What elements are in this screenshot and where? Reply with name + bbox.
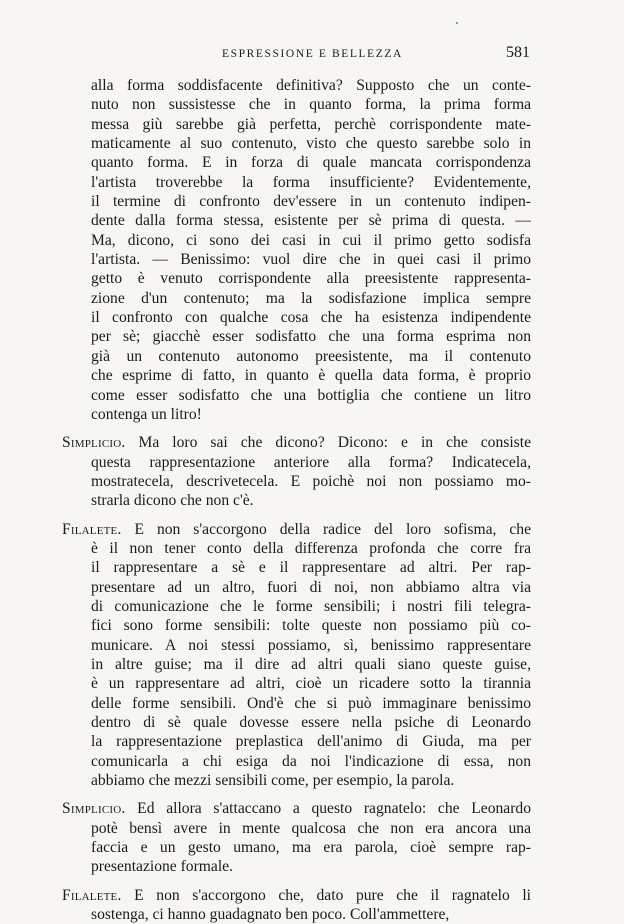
text-line — [62, 520, 531, 539]
text-line: zione d'un contenuto; ma la sodisfazione implica sempre — [91, 289, 531, 307]
running-title: ESPRESSIONE E BELLEZZA — [222, 48, 403, 60]
text-line: per sè; giacchè esser sodisfatto che una forma esprima non — [91, 328, 531, 346]
line-text: E non s'accorgono che, dato pure che il ragnatelo li — [121, 886, 531, 904]
text-line: questa rappresentazione anteriore alla forma? Indicatecela, — [91, 453, 531, 471]
text-line: faccia e un gesto umano, ma era parola, cioè sempre rap- — [91, 839, 531, 857]
text-line: potè bensì avere in mente qualcosa che non era ancora una — [91, 819, 531, 837]
line-text: Ed allora s'attaccano a questo ragnatelo: che Leonardo — [125, 800, 531, 818]
text-line: la rappresentazione preplastica dell'animo di Giuda, ma per — [91, 733, 531, 751]
text-line: comunicarla a chi esiga da noi l'indicazione di essa, non — [91, 752, 531, 770]
text-line: fici sono forme sensibili: tolte queste non possiamo più co- — [91, 617, 531, 635]
text-line: l'artista troverebbe la forma insufficiente? Evidentemente, — [91, 173, 531, 191]
text-line: dente dalla forma stessa, esistente per sè prima di questa. — — [91, 212, 531, 230]
text-line: come esser sodisfatto che una bottiglia che contiene un litro — [91, 386, 531, 404]
text-line: sostenga, ci hanno guadagnato ben poco. Coll'ammettere, — [91, 906, 450, 924]
paragraph — [91, 76, 531, 424]
speaker-name: Filalete. — [62, 886, 122, 904]
speaker-name: Simplicio. — [62, 434, 126, 452]
running-head — [110, 44, 530, 66]
text-line: il termine di confronto dev'essere in un contenuto indipen- — [91, 193, 531, 211]
speaker-name: Simplicio. — [62, 800, 126, 818]
body-text — [62, 76, 531, 924]
paragraph-gap — [91, 877, 531, 886]
text-line: già un contenuto autonomo preesistente, ma il contenuto — [91, 347, 531, 365]
text-line: delle forme sensibili. Ond'è che si può immaginare benissimo — [91, 694, 531, 712]
text-line: strarla dicono che non c'è. — [91, 492, 254, 510]
print-speck — [456, 22, 458, 24]
text-line: contenga un litro! — [91, 405, 202, 423]
text-line: messa giù sarebbe già perfetta, perchè corrispondente mate- — [91, 115, 531, 133]
paragraph-gap — [91, 511, 531, 520]
text-line: nuto non sussistesse che in quanto forma, la prima forma — [91, 96, 531, 114]
text-line: mostratecela, descrivetecela. E poichè noi non possiamo mo- — [91, 472, 531, 490]
text-line: presentare ad un altro, fuori di noi, non abbiamo altra via — [91, 578, 531, 596]
dialogue-paragraph — [62, 433, 531, 510]
text-line: in altre guise; ma il dire ad altri quali siano queste guise, — [91, 655, 531, 673]
text-line: l'artista. — Benissimo: vuol dire che in quei casi il primo — [91, 251, 531, 269]
dialogue-paragraph — [62, 799, 531, 876]
text-line: quanto forma. E in forza di quale mancata corrispondenza — [91, 154, 531, 172]
speaker-name: Filalete. — [62, 520, 122, 538]
line-text: E non s'accorgono della radice del loro sofisma, che — [121, 520, 531, 538]
dialogue-paragraph — [62, 520, 531, 791]
text-line: è il non tener conto della differenza profonda che corre fra — [91, 539, 531, 557]
dialogue-paragraph — [62, 886, 531, 924]
paragraph-gap — [91, 424, 531, 433]
text-line: che esprime di fatto, in quanto è quella data forma, è proprio — [91, 367, 531, 385]
text-line: Ma, dicono, ci sono dei casi in cui il primo getto sodisfa — [91, 231, 531, 249]
text-line — [62, 886, 531, 905]
text-line: il confronto con qualche cosa che ha esistenza indipendente — [91, 309, 531, 327]
text-line: è un rappresentare ad altri, cioè un ricadere sotto la tirannia — [91, 675, 531, 693]
text-line: abbiamo che mezzi sensibili come, per esempio, la parola. — [91, 772, 455, 790]
page-number: 581 — [506, 44, 530, 61]
line-text: Ma loro sai che dicono? Dicono: e in che consiste — [125, 434, 531, 452]
paragraph-gap — [91, 790, 531, 799]
text-line: municare. A noi stessi possiamo, sì, benissimo rappresentare — [91, 636, 531, 654]
text-line: di comunicazione che le forme sensibili; i nostri fili telegra- — [91, 597, 531, 615]
text-line: getto è venuto corrispondente alla preesistente rappresenta- — [91, 270, 531, 288]
text-line — [62, 433, 531, 452]
text-line: maticamente al suo contenuto, visto che questo sarebbe solo in — [91, 135, 531, 153]
text-line: alla forma soddisfacente definitiva? Supposto che un conte- — [91, 77, 531, 94]
text-line: presentazione formale. — [91, 858, 234, 876]
text-line: il rappresentare a sè e il rappresentare ad altri. Per rap- — [91, 559, 531, 577]
text-line: dentro di sè quale dovesse essere nella psiche di Leonardo — [91, 714, 531, 731]
text-line — [62, 799, 531, 818]
